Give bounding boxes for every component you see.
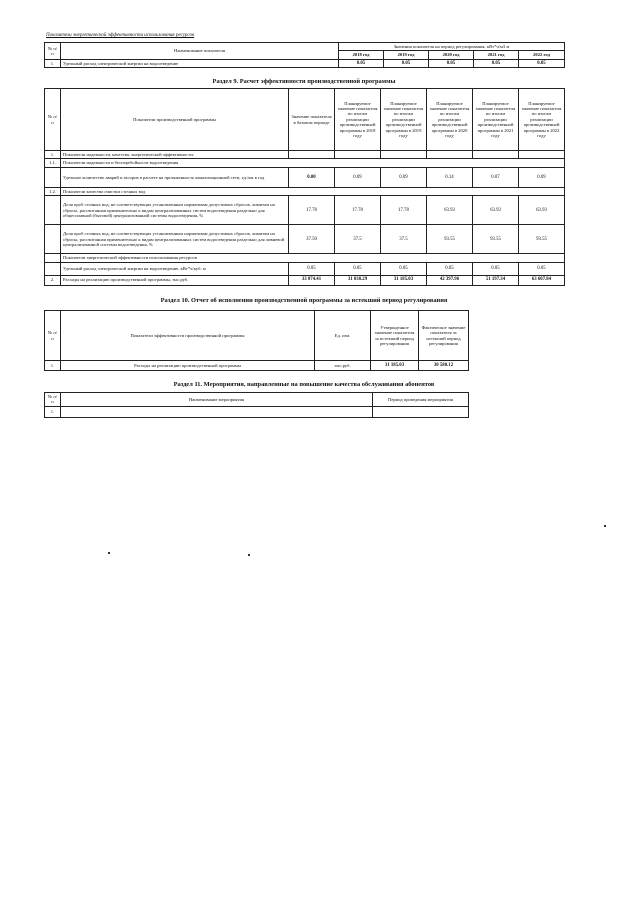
row-value: 93.55 xyxy=(473,225,519,254)
row-value: 93.55 xyxy=(427,225,473,254)
header-period: Период проведения мероприятия xyxy=(373,393,469,407)
row-value: 37.5 xyxy=(381,225,427,254)
row-value: 63.93 xyxy=(519,196,565,225)
table-row xyxy=(45,361,469,371)
row-name: Показатели надежности, качества, энергетической эффективности: xyxy=(61,151,289,159)
header-plan: Планируемое значение показателя по итогам реализации производственной программы в 2018 году xyxy=(335,89,381,151)
header-num: № п/п xyxy=(45,393,61,407)
row-name: Удельный расход электрической энергии на водоотведение xyxy=(61,59,339,67)
row-period xyxy=(373,406,469,417)
row-value: 63.93 xyxy=(427,196,473,225)
row-name: Доля проб сточных вод, не соответствующих установленным нормативам допустимых сбросов, лимитам на сбросы, рассчитанная применительно к видам централизованных систем водоотведения раздельно для ливневой централизованной системы водоотведения, % xyxy=(61,225,289,254)
row-name: Показатели надежности и бесперебойности водоотведения xyxy=(61,159,565,167)
section10-title: Раздел 10. Отчет об исполнении производственной программы за истекший период регулирования xyxy=(160,297,448,304)
row-num: 1.2. xyxy=(45,187,61,195)
row-value: 0.05 xyxy=(381,262,427,275)
header-values-group: Значения показателя на период регулирования, кВт*ч/м3 м xyxy=(339,43,565,51)
row-approved: 31 185.03 xyxy=(371,361,419,371)
table-row xyxy=(45,196,565,225)
energy-efficiency-table xyxy=(44,42,565,68)
header-plan: Планируемое значение показателя по итогам реализации производственной программы в 2019 году xyxy=(381,89,427,151)
header-num: № п/п xyxy=(45,89,61,151)
header-year: 2019 год xyxy=(384,51,429,59)
row-value: 63.93 xyxy=(473,196,519,225)
section11-title: Раздел 11. Мероприятия, направленные на повышение качества обслуживания абонентов xyxy=(173,381,435,388)
row-value: 17.78 xyxy=(381,196,427,225)
row-num xyxy=(45,196,61,225)
row-name xyxy=(61,406,373,417)
header-name: Наименование мероприятия xyxy=(61,393,373,407)
row-value: 51 197.34 xyxy=(473,275,519,285)
row-value: 0.05 xyxy=(473,262,519,275)
row-value: 0.05 xyxy=(335,262,381,275)
table-row xyxy=(45,167,565,187)
table-row xyxy=(45,59,565,67)
row-num: 1. xyxy=(45,361,61,371)
table8-caption: Показатели энергетической эффективности использования ресурсов xyxy=(46,33,195,38)
row-value: 93.55 xyxy=(519,225,565,254)
row-num: 1.1. xyxy=(45,159,61,167)
table-row xyxy=(45,262,565,275)
row-value: 17.78 xyxy=(335,196,381,225)
row-num xyxy=(45,254,61,262)
row-num: 1. xyxy=(45,151,61,159)
row-value: 0.05 xyxy=(429,59,474,67)
header-name: Показатели производственной программы xyxy=(61,89,289,151)
scan-speck xyxy=(248,554,250,556)
row-num xyxy=(45,167,61,187)
row-value: 33 074.41 xyxy=(289,275,335,285)
header-plan: Планируемое значение показателя по итогам реализации производственной программы в 2021 году xyxy=(473,89,519,151)
row-value: 0.09 xyxy=(335,167,381,187)
header-plan: Планируемое значение показателя по итогам реализации производственной программы в 2020 году xyxy=(427,89,473,151)
scan-speck xyxy=(604,525,606,527)
row-num: 1. xyxy=(45,59,61,67)
row-name: Удельный расход электрической энергии на водоотведение, кВт*ч/куб. м xyxy=(61,262,289,275)
header-name: Наименование показателя xyxy=(61,43,339,60)
row-num: 2. xyxy=(45,275,61,285)
header-year: 2021 год xyxy=(474,51,519,59)
header-name: Показатели эффективности производственной программы xyxy=(61,311,315,361)
row-num xyxy=(45,225,61,254)
row-value: 0.05 xyxy=(519,59,565,67)
row-value: 0.05 xyxy=(339,59,384,67)
row-value: 63 607.84 xyxy=(519,275,565,285)
row-num: 1. xyxy=(45,406,61,417)
row-value: 0.07 xyxy=(473,167,519,187)
row-name: Доля проб сточных вод, не соответствующих установленным нормативам допустимых сбросов, лимитам на сбросы, рассчитанная применительно к видам централизованных систем водоотведения раздельно для общесплавной (бытовой) централизованной системы водоотведения, % xyxy=(61,196,289,225)
row-value: 0.05 xyxy=(474,59,519,67)
row-value: 0.00 xyxy=(289,167,335,187)
row-name: Расходы на реализацию производственной программы xyxy=(61,361,315,371)
row-value: 42 397.96 xyxy=(427,275,473,285)
row-name: Показатели качества очистки сточных вод xyxy=(61,187,565,195)
row-name: Расходы на реализацию производственной программы, тыс.руб. xyxy=(61,275,289,285)
row-value: 31 185.03 xyxy=(381,275,427,285)
program-efficiency-table xyxy=(44,88,565,286)
table-row xyxy=(45,275,565,285)
row-value: 0.09 xyxy=(381,167,427,187)
row-value: 0.09 xyxy=(519,167,565,187)
table-row xyxy=(45,187,565,195)
header-year: 2022 год xyxy=(519,51,565,59)
row-value: 0.05 xyxy=(289,262,335,275)
header-num: № п/п xyxy=(45,311,61,361)
header-plan: Планируемое значение показателя по итогам реализации производственной программы в 2022 году xyxy=(519,89,565,151)
table-row xyxy=(45,151,565,159)
header-year: 2018 год xyxy=(339,51,384,59)
row-name: Удельное количество аварий и засоров в расчете на протяженность канализационной сети, ед./км в год xyxy=(61,167,289,187)
header-year: 2020 год xyxy=(429,51,474,59)
program-report-table xyxy=(44,310,469,371)
row-value: 31 030.29 xyxy=(335,275,381,285)
row-num xyxy=(45,262,61,275)
row-value: 37.5 xyxy=(335,225,381,254)
header-num: № п/п xyxy=(45,43,61,60)
table-row xyxy=(45,254,565,262)
row-unit: тыс.руб. xyxy=(315,361,371,371)
row-value: 0.14 xyxy=(427,167,473,187)
row-value: 37.50 xyxy=(289,225,335,254)
row-name: Показатели энергетической эффективности использования ресурсов xyxy=(61,254,565,262)
header-approved: Утвержденное значение показателя за истекший период регулирования xyxy=(371,311,419,361)
row-value: 0.05 xyxy=(519,262,565,275)
service-measures-table xyxy=(44,392,469,418)
row-value: 0.05 xyxy=(384,59,429,67)
row-actual: 30 580.12 xyxy=(419,361,469,371)
header-actual: Фактическое значение показателя за истекший период регулирования xyxy=(419,311,469,361)
table-row xyxy=(45,159,565,167)
table-row xyxy=(45,406,469,417)
section9-title: Раздел 9. Расчет эффективности производственной программы xyxy=(212,78,396,85)
scan-speck xyxy=(108,552,110,554)
header-unit: Ед. изм. xyxy=(315,311,371,361)
table-row xyxy=(45,225,565,254)
row-value: 17.78 xyxy=(289,196,335,225)
row-value: 0.05 xyxy=(427,262,473,275)
header-base: Значение показателя в базовом периоде xyxy=(289,89,335,151)
